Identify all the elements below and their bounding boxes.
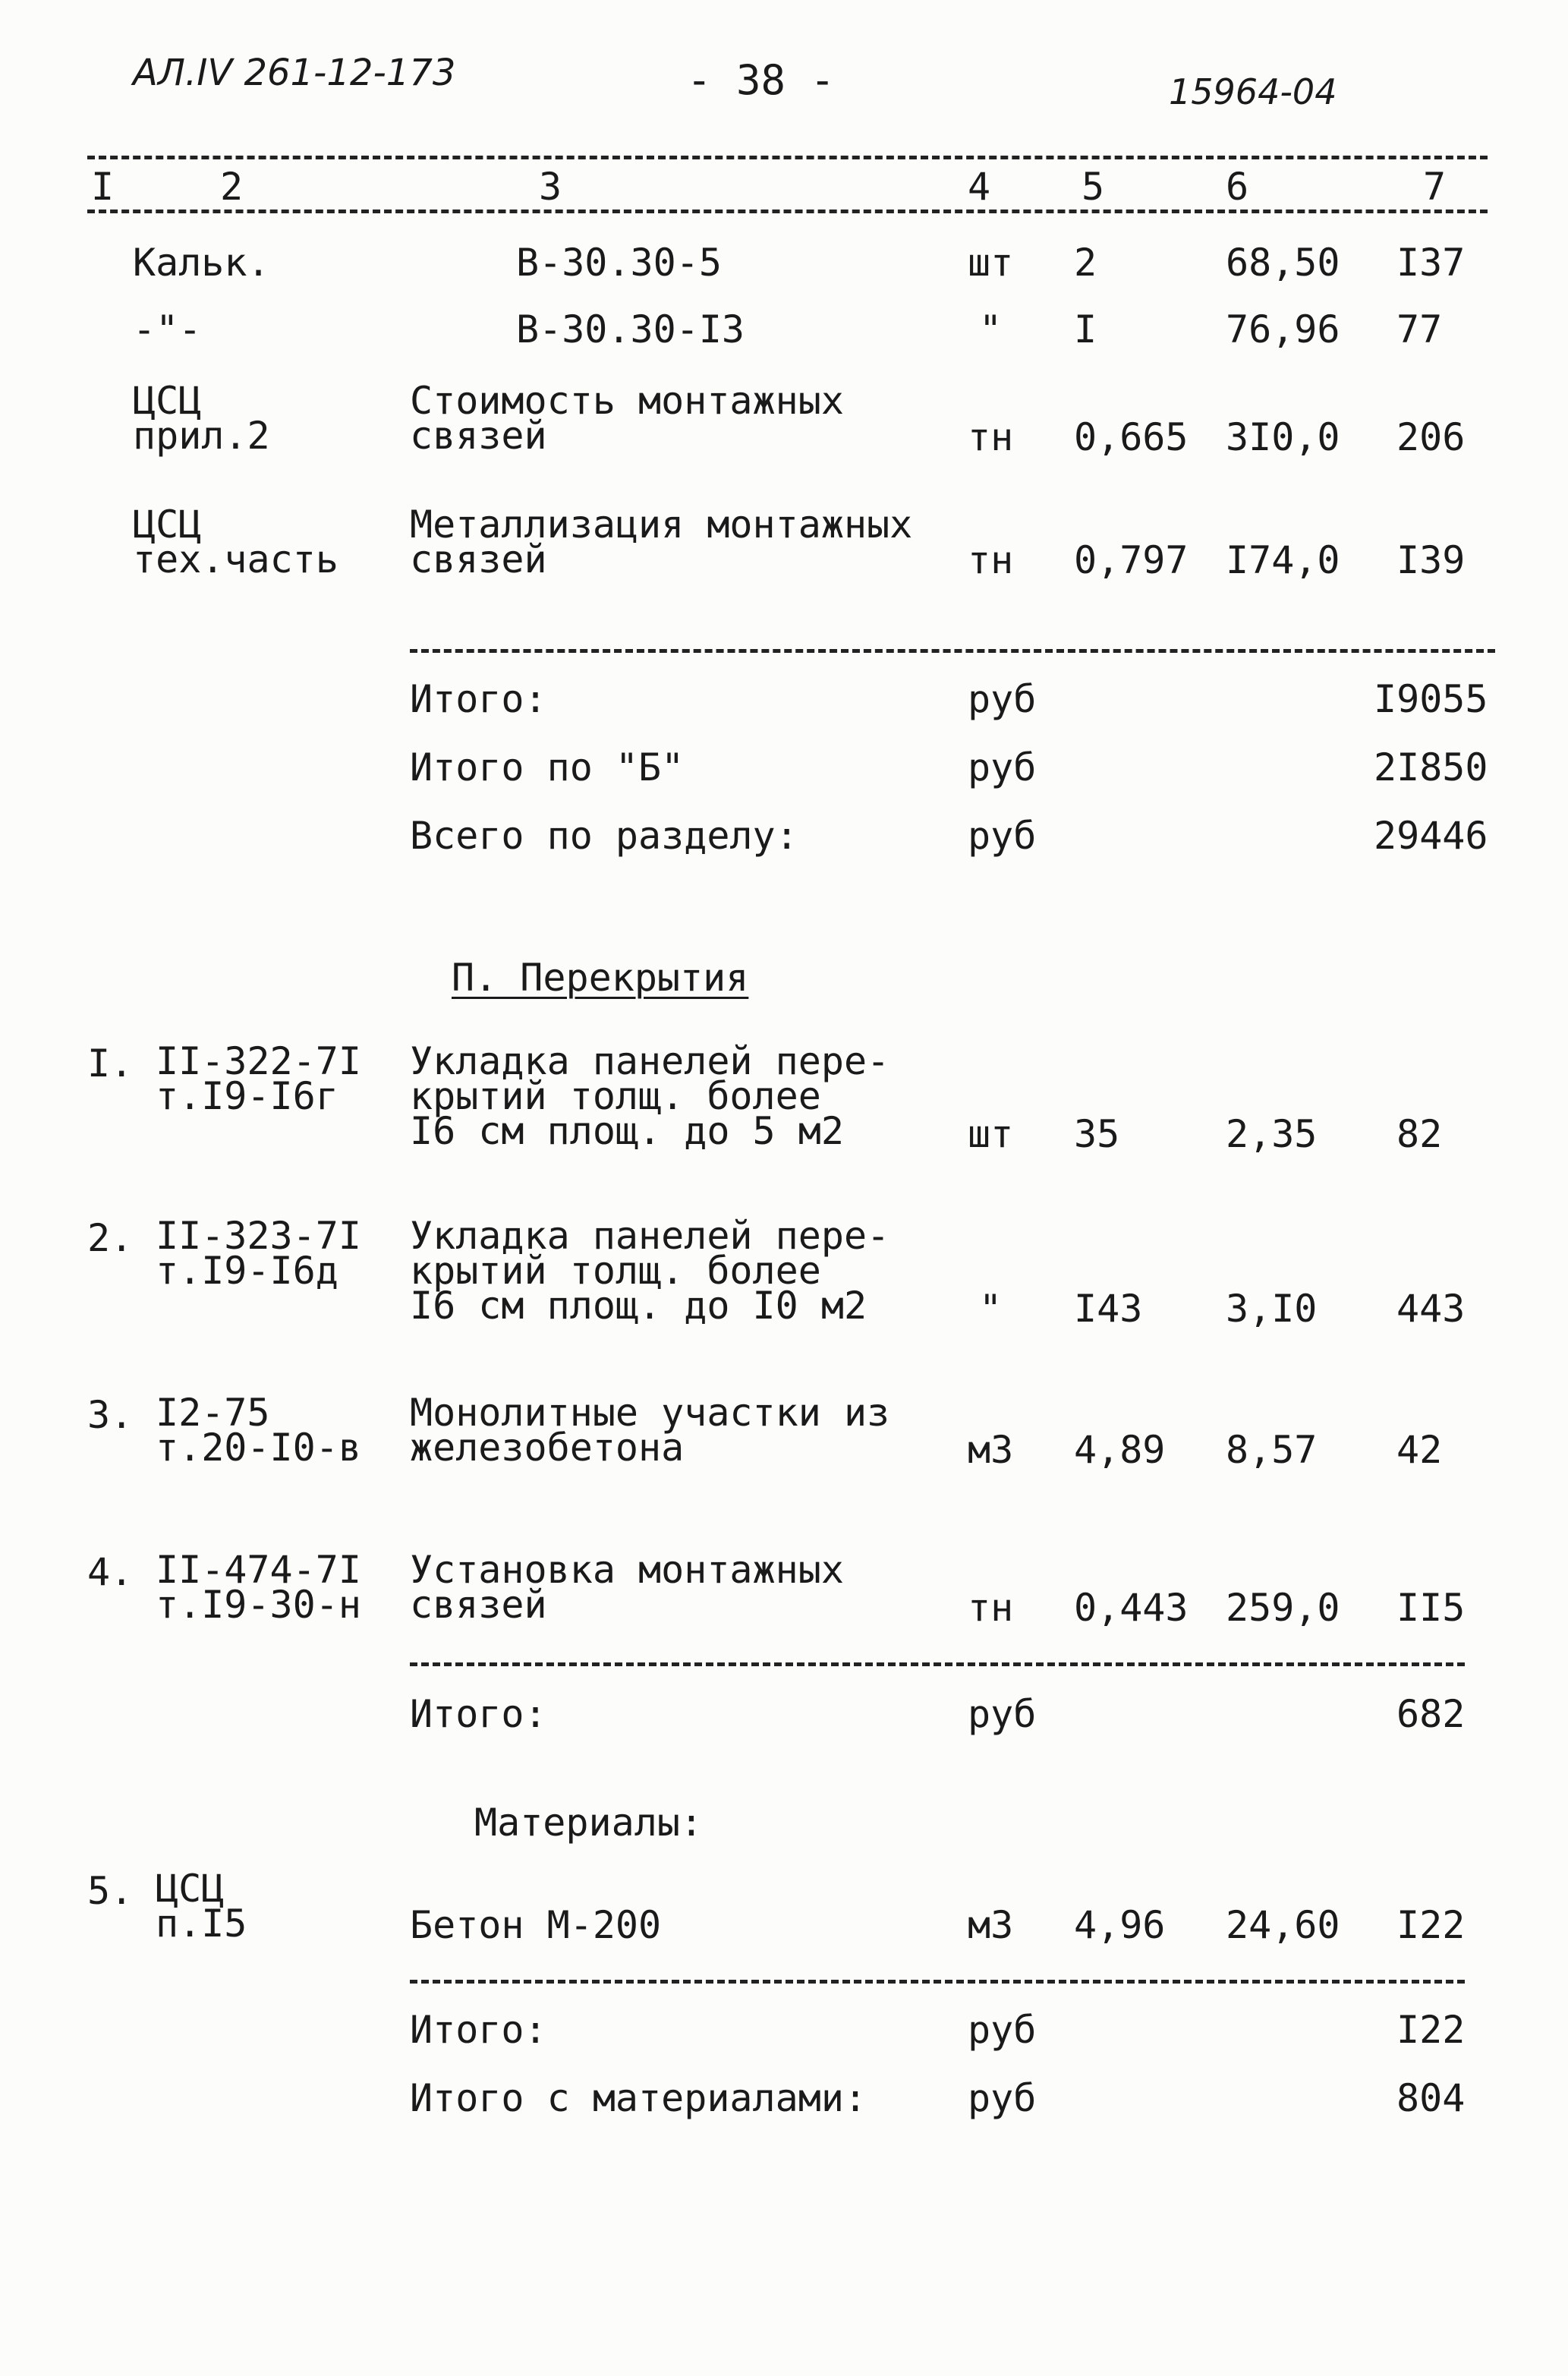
item-basis: II-322-7I т.I9-I6г (156, 1039, 361, 1118)
total-label: Итого: (410, 2008, 547, 2052)
page-number: - 38 - (687, 56, 836, 104)
item-basis: I2-75 т.20-I0-в (156, 1391, 361, 1470)
top-row-unit: тн (968, 415, 1014, 459)
top-row-name: В-30.30-I3 (516, 307, 745, 351)
item-unit: тн (968, 1586, 1014, 1630)
section-title: П. Перекрытия (452, 956, 749, 1000)
totals-c-rule (410, 1980, 1465, 1984)
header-top-rule (87, 156, 1488, 159)
total-value: 804 (1396, 2076, 1466, 2120)
item-total: I22 (1396, 1903, 1466, 1947)
item-price: 259,0 (1226, 1586, 1340, 1630)
item-number: I. (87, 1041, 134, 1086)
item-name: Укладка панелей пере- крытий толщ. более I6 см площ. до I0 м2 (410, 1214, 890, 1328)
item-basis: ЦСЦ п.I5 (156, 1867, 247, 1946)
top-row-name: Стоимость монтажных связей (410, 379, 844, 458)
top-row-unit: тн (968, 538, 1014, 582)
item-number: 4. (87, 1550, 134, 1594)
column-header-6: 6 (1226, 165, 1249, 209)
column-header-1: I (91, 165, 115, 209)
total-label: Всего по разделу: (410, 814, 798, 858)
item-number: 5. (87, 1869, 134, 1913)
total-unit: руб (968, 2008, 1037, 2052)
top-row-name: В-30.30-5 (516, 241, 722, 285)
item-name: Монолитные участки из железобетона (410, 1391, 890, 1470)
totals-a-rule (410, 649, 1495, 653)
top-row-qty: 0,797 (1074, 538, 1189, 582)
total-unit: руб (968, 1692, 1037, 1736)
total-value: I22 (1396, 2008, 1466, 2052)
top-row-total: I39 (1396, 538, 1466, 582)
top-row-price: 3I0,0 (1226, 415, 1340, 459)
item-total: 42 (1396, 1428, 1443, 1472)
item-qty: 4,89 (1074, 1428, 1166, 1472)
top-row-unit: шт (968, 241, 1014, 285)
total-label: Итого с материалами: (410, 2076, 867, 2120)
total-unit: руб (968, 2076, 1037, 2120)
item-total: II5 (1396, 1586, 1466, 1630)
item-unit: м3 (968, 1428, 1014, 1472)
top-row-price: I74,0 (1226, 538, 1340, 582)
item-name: Бетон М-200 (410, 1903, 662, 1947)
materials-title: Материалы: (474, 1801, 704, 1845)
item-price: 8,57 (1226, 1428, 1318, 1472)
item-unit: " (979, 1287, 1003, 1331)
total-unit: руб (968, 745, 1037, 789)
total-value: 682 (1396, 1692, 1466, 1736)
top-row-basis: -"- (133, 307, 202, 351)
item-basis: II-474-7I т.I9-30-н (156, 1548, 361, 1627)
top-row-total: 206 (1396, 415, 1466, 459)
total-label: Итого: (410, 1692, 547, 1736)
total-unit: руб (968, 677, 1037, 721)
top-row-qty: 0,665 (1074, 415, 1189, 459)
item-qty: 0,443 (1074, 1586, 1189, 1630)
item-price: 3,I0 (1226, 1287, 1318, 1331)
header-bottom-rule (87, 210, 1488, 213)
total-unit: руб (968, 814, 1037, 858)
column-header-2: 2 (220, 165, 244, 209)
item-unit: шт (968, 1112, 1014, 1156)
item-price: 24,60 (1226, 1903, 1340, 1947)
total-value: 29446 (1374, 814, 1488, 858)
top-row-basis: ЦСЦ прил.2 (133, 379, 270, 458)
column-header-4: 4 (968, 165, 991, 209)
total-label: Итого по "Б" (410, 745, 685, 789)
column-header-7: 7 (1423, 165, 1447, 209)
total-value: I9055 (1374, 677, 1488, 721)
item-name: Укладка панелей пере- крытий толщ. более I6 см площ. до 5 м2 (410, 1039, 890, 1153)
top-row-qty: 2 (1074, 241, 1097, 285)
top-row-basis: Кальк. (133, 241, 270, 285)
total-value: 2I850 (1374, 745, 1488, 789)
document-code-left: АЛ.IV 261-12-173 (133, 52, 456, 94)
total-label: Итого: (410, 677, 547, 721)
item-qty: 35 (1074, 1112, 1120, 1156)
top-row-name: Металлизация монтажных связей (410, 503, 913, 581)
column-header-3: 3 (539, 165, 562, 209)
document-code-right: 15964-04 (1169, 71, 1337, 112)
top-row-total: I37 (1396, 241, 1466, 285)
top-row-price: 68,50 (1226, 241, 1340, 285)
top-row-qty: I (1074, 307, 1097, 351)
item-unit: м3 (968, 1903, 1014, 1947)
column-header-5: 5 (1082, 165, 1105, 209)
top-row-price: 76,96 (1226, 307, 1340, 351)
top-row-basis: ЦСЦ тех.часть (133, 503, 338, 581)
item-number: 3. (87, 1393, 134, 1437)
top-row-unit: " (979, 307, 1003, 351)
item-basis: II-323-7I т.I9-I6д (156, 1214, 361, 1293)
item-price: 2,35 (1226, 1112, 1318, 1156)
totals-b-rule (410, 1662, 1465, 1666)
item-qty: I43 (1074, 1287, 1143, 1331)
item-total: 82 (1396, 1112, 1443, 1156)
item-qty: 4,96 (1074, 1903, 1166, 1947)
top-row-total: 77 (1396, 307, 1443, 351)
item-total: 443 (1396, 1287, 1466, 1331)
item-name: Установка монтажных связей (410, 1548, 844, 1627)
item-number: 2. (87, 1216, 134, 1260)
